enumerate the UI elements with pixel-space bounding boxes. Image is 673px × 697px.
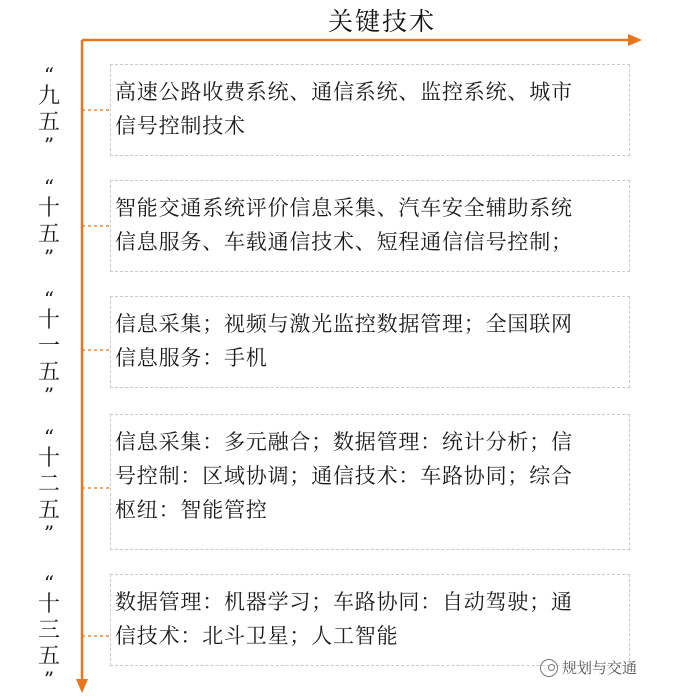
period-box-10th [110, 180, 630, 272]
era-label-9th: “ 九 五 ” [37, 63, 60, 157]
era-label-12th: “ 十 二 五 ” [37, 425, 60, 545]
period-line: 数据管理：机器学习；车路协同：自动驾驶；通 [115, 590, 573, 614]
period-box-12th [110, 414, 630, 550]
period-line: 枢纽：智能管控 [115, 498, 268, 522]
key-tech-title: 关键技术 [328, 7, 437, 36]
period-line: 信息采集：多元融合；数据管理：统计分析；信 [115, 430, 573, 454]
horizontal-arrow-head [628, 34, 642, 46]
period-line: 信息服务、车载通信技术、短程通信信号控制； [115, 230, 573, 254]
watermark [540, 657, 637, 678]
period-line: 信息采集；视频与激光监控数据管理；全国联网 [115, 312, 573, 336]
wechat-icon [540, 659, 558, 677]
period-line: 信号控制技术 [115, 114, 246, 138]
period-line: 信息服务：手机 [115, 346, 268, 370]
watermark-text: 规划与交通 [562, 659, 638, 677]
era-label-11th: “ 十 一 五 ” [37, 287, 60, 407]
vertical-arrow-head [76, 679, 88, 693]
period-box-11th [110, 296, 630, 388]
period-line: 高速公路收费系统、通信系统、监控系统、城市 [115, 80, 573, 104]
era-label-10th: “ 十 五 ” [37, 175, 60, 269]
period-line: 号控制：区域协调；通信技术：车路协同；综合 [115, 464, 573, 488]
period-box-9th [110, 64, 630, 156]
era-label-13th: “ 十 三 五 ” [37, 571, 60, 691]
period-line: 信技术：北斗卫星；人工智能 [115, 624, 399, 648]
period-box-13th [110, 574, 630, 666]
period-line: 智能交通系统评价信息采集、汽车安全辅助系统 [115, 196, 573, 220]
